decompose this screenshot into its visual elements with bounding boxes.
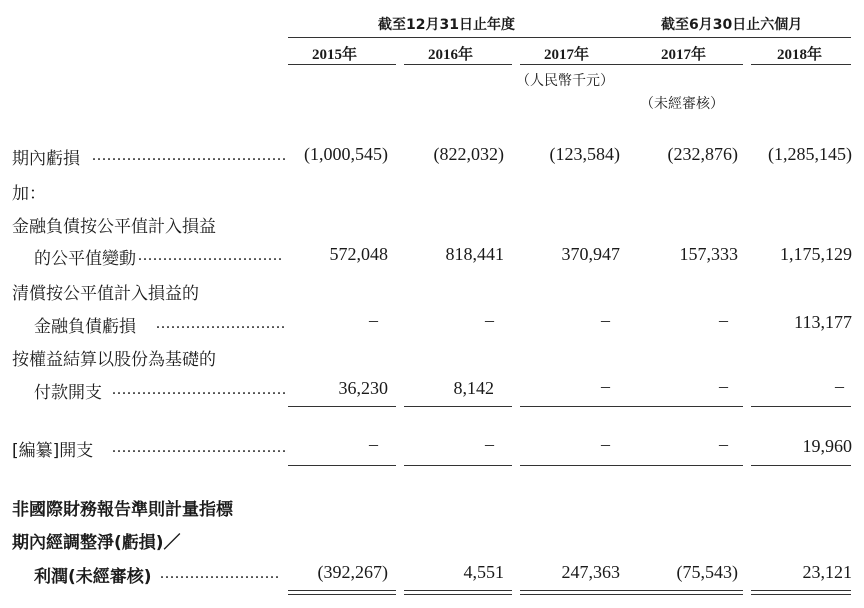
subtotal-rule [404,406,512,407]
value-fv-2017h1: 157,333 [679,244,738,264]
year-2016: 2016年 [428,47,474,63]
subtotal-rule [520,465,642,466]
header-group-six-months: 截至6月30日止六個月 [661,17,803,33]
year-2017-h1: 2017年 [661,47,707,63]
value-fv-2017: 370,947 [561,244,620,264]
value-nonifrs-2018h1: 23,121 [802,562,852,582]
value-nonifrs-2015: (392,267) [317,562,388,582]
total-rule-top [520,590,642,591]
header-rule-six-months [637,37,851,38]
total-rule-bottom [520,594,642,595]
row-label-nonifrs-1: 非國際財務報告準則計量指標 [12,500,233,520]
value-redacted-2018h1: 19,960 [802,436,852,456]
value-share-2018h1: – [835,376,844,396]
leader-dots: .......................... [156,315,286,332]
row-label-nonifrs-2: 期內經調整淨(虧損)／ [12,533,181,553]
leader-dots: ....................................... [92,147,287,164]
leader-dots: ........................ [160,565,280,582]
row-label-fv-2: 的公平值變動 [34,249,136,269]
subtotal-rule [288,465,396,466]
value-redacted-2017: – [601,434,610,454]
subtotal-rule [751,406,851,407]
total-rule-top [404,590,512,591]
leader-dots: ............................. [138,247,283,264]
row-label-share-1: 按權益結算以股份為基礎的 [12,350,216,370]
leader-dots: ................................... [112,439,287,456]
value-nonifrs-2016: 4,551 [463,562,504,582]
row-label-settle-2: 金融負債虧損 [34,317,136,337]
year-rule-2 [404,64,512,65]
year-rule-4 [637,64,743,65]
row-label-share-2: 付款開支 [34,383,102,403]
value-loss-2017h1: (232,876) [667,144,738,164]
year-rule-5 [751,64,851,65]
value-loss-2015: (1,000,545) [304,144,388,164]
value-nonifrs-2017h1: (75,543) [676,562,738,582]
row-label-loss: 期內虧損 [12,149,80,169]
unaudited-label: （未經審核） [640,96,724,112]
value-share-2017: – [601,376,610,396]
value-loss-2016: (822,032) [433,144,504,164]
row-label-fv-1: 金融負債按公平值計入損益 [12,217,216,237]
total-rule-bottom [404,594,512,595]
value-share-2017h1: – [719,376,728,396]
value-settle-2016: – [485,310,494,330]
subtotal-rule [288,406,396,407]
year-2017: 2017年 [544,47,590,63]
subtotal-rule [404,465,512,466]
row-label-settle-1: 清償按公平值計入損益的 [12,284,199,304]
total-rule-bottom [637,594,743,595]
year-rule-1 [288,64,396,65]
value-redacted-2017h1: – [719,434,728,454]
value-loss-2018h1: (1,285,145) [768,144,852,164]
value-fv-2015: 572,048 [329,244,388,264]
total-rule-bottom [288,594,396,595]
year-2015: 2015年 [312,47,358,63]
value-settle-2017: – [601,310,610,330]
subtotal-rule [637,406,743,407]
unit-label: （人民幣千元） [516,73,614,89]
row-label-add: 加： [12,184,46,204]
value-settle-2018h1: 113,177 [794,312,852,332]
value-fv-2018h1: 1,175,129 [780,244,852,264]
value-share-2016: 8,142 [453,378,494,398]
value-fv-2016: 818,441 [445,244,504,264]
value-settle-2017h1: – [719,310,728,330]
value-redacted-2016: – [485,434,494,454]
subtotal-rule [751,465,851,466]
value-redacted-2015: – [369,434,378,454]
total-rule-top [288,590,396,591]
row-label-redacted: [編纂]開支 [12,441,94,461]
row-label-nonifrs-3: 利潤(未經審核) [34,567,152,587]
year-rule-3 [520,64,642,65]
total-rule-top [637,590,743,591]
value-nonifrs-2017: 247,363 [561,562,620,582]
value-share-2015: 36,230 [338,378,388,398]
subtotal-rule [637,465,743,466]
value-loss-2017: (123,584) [549,144,620,164]
subtotal-rule [520,406,642,407]
total-rule-bottom [751,594,851,595]
year-2018-h1: 2018年 [777,47,823,63]
header-group-fiscal-year: 截至12月31日止年度 [378,17,515,33]
total-rule-top [751,590,851,591]
header-rule-fiscal [288,37,642,38]
leader-dots: ................................... [112,381,287,398]
value-settle-2015: – [369,310,378,330]
